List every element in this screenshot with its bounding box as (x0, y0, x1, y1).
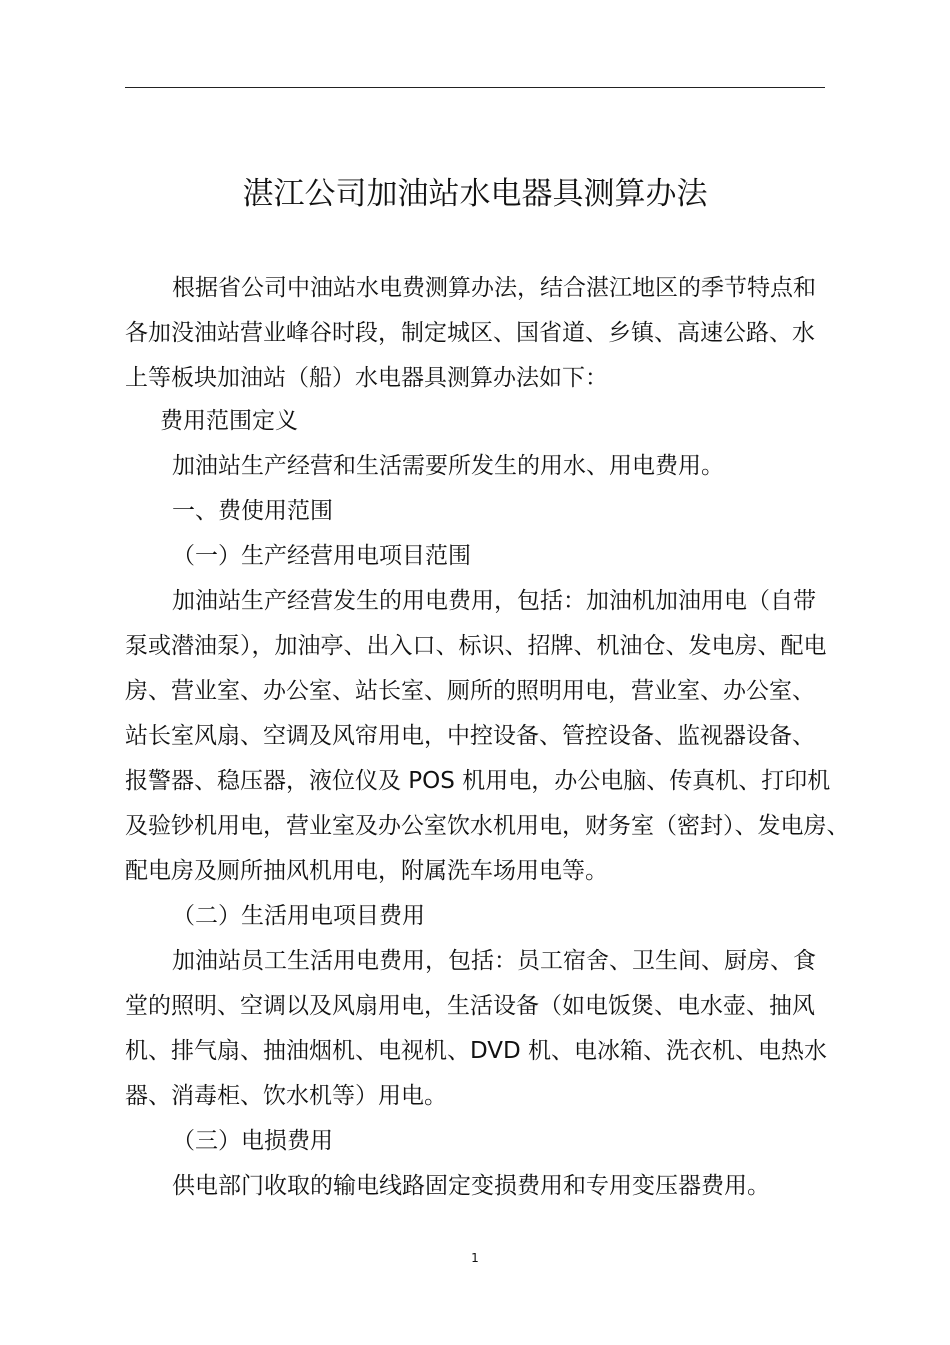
section-heading: 一、费使用范围 (172, 498, 333, 524)
definition-heading: 费用范围定义 (160, 408, 298, 434)
paragraph-line: 报警器、稳压器，液位仪及 POS 机用电，办公电脑、传真机、打印机 (125, 768, 831, 794)
paragraph-line: 泵或潜油泵），加油亭、出入口、标识、招牌、机油仓、发电房、配电 (125, 633, 827, 659)
subsection-heading: （二）生活用电项目费用 (172, 903, 425, 929)
paragraph-line: 房、营业室、办公室、站长室、厕所的照明用电，营业室、办公室、 (125, 678, 815, 704)
document-title: 湛江公司加油站水电器具测算办法 (242, 176, 708, 212)
paragraph-line: 器、消毒柜、饮水机等）用电。 (125, 1083, 447, 1109)
paragraph-line: 供电部门收取的输电线路固定变损费用和专用变压器费用。 (172, 1173, 770, 1199)
paragraph-line: 机、排气扇、抽油烟机、电视机、DVD 机、电冰箱、洗衣机、电热水 (125, 1038, 828, 1064)
intro-line: 各加没油站营业峰谷时段，制定城区、国省道、乡镇、高速公路、水 (125, 320, 815, 346)
page-number: 1 (471, 1251, 479, 1265)
paragraph-line: 站长室风扇、空调及风帘用电，中控设备、管控设备、监视器设备、 (125, 723, 815, 749)
paragraph-line: 加油站生产经营发生的用电费用，包括：加油机加油用电（自带 (172, 588, 816, 614)
intro-line: 根据省公司中油站水电费测算办法，结合湛江地区的季节特点和 (172, 275, 816, 301)
intro-line: 上等板块加油站（船）水电器具测算办法如下： (125, 365, 608, 391)
definition-text: 加油站生产经营和生活需要所发生的用水、用电费用。 (172, 453, 724, 479)
header-rule (125, 87, 825, 88)
paragraph-line: 加油站员工生活用电费用，包括：员工宿舍、卫生间、厨房、食 (172, 948, 816, 974)
subsection-heading: （一）生产经营用电项目范围 (172, 543, 471, 569)
paragraph-line: 及验钞机用电，营业室及办公室饮水机用电，财务室（密封）、发电房、 (125, 813, 850, 839)
paragraph-line: 堂的照明、空调以及风扇用电，生活设备（如电饭煲、电水壶、抽风 (125, 993, 815, 1019)
subsection-heading: （三）电损费用 (172, 1128, 333, 1154)
paragraph-line: 配电房及厕所抽风机用电，附属洗车场用电等。 (125, 858, 608, 884)
